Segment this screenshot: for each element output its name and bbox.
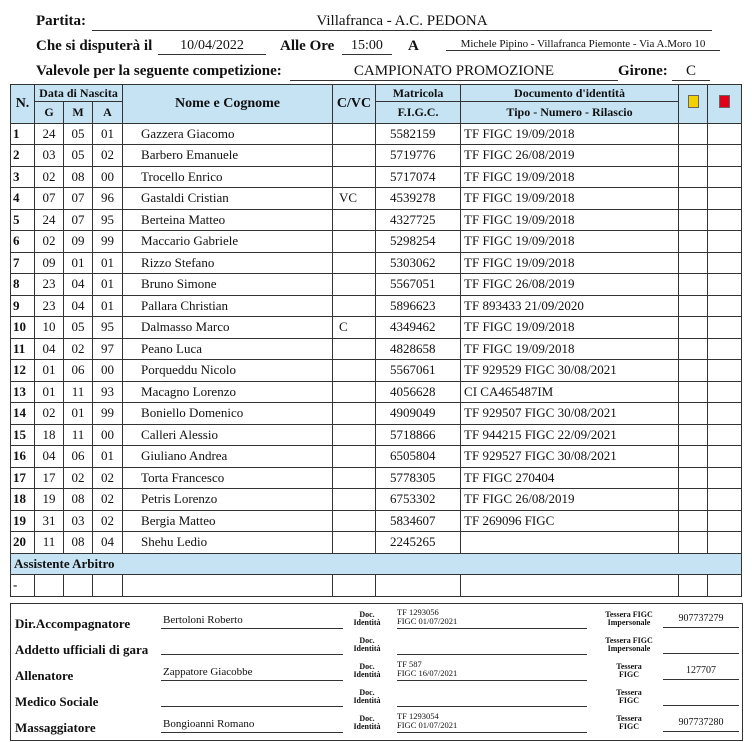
identity-document: TF 929529 FIGC 30/08/2021 <box>461 360 679 382</box>
matricola: 5298254 <box>376 231 461 253</box>
matricola: 5567051 <box>376 274 461 296</box>
birth-day: 04 <box>35 338 64 360</box>
birth-month: 01 <box>64 252 93 274</box>
staff-document <box>397 712 587 733</box>
player-number: 17 <box>11 467 35 489</box>
identity-document: TF FIGC 19/09/2018 <box>461 209 679 231</box>
yellow-card-cell <box>679 489 708 511</box>
birth-day: 10 <box>35 317 64 339</box>
staff-document <box>397 660 587 681</box>
table-row <box>11 209 742 231</box>
yellow-card-cell <box>679 295 708 317</box>
player-name: Macagno Lorenzo <box>123 381 333 403</box>
red-card-cell <box>708 166 742 188</box>
captain-flag <box>333 338 376 360</box>
yellow-card-cell <box>679 209 708 231</box>
matricola: 5717074 <box>376 166 461 188</box>
matricola: 5834607 <box>376 510 461 532</box>
player-name: Petris Lorenzo <box>123 489 333 511</box>
doc-identita-label: Doc. Identità <box>353 610 381 627</box>
yellow-card-cell <box>679 403 708 425</box>
red-card-cell <box>708 295 742 317</box>
captain-flag <box>333 446 376 468</box>
matricola: 6753302 <box>376 489 461 511</box>
red-card-cell <box>708 446 742 468</box>
identity-document: CI CA465487IM <box>461 381 679 403</box>
col-nome: Nome e Cognome <box>123 85 333 124</box>
identity-document: TF 929507 FIGC 30/08/2021 <box>461 403 679 425</box>
player-number: 7 <box>11 252 35 274</box>
red-card-cell <box>708 317 742 339</box>
red-card-cell <box>708 510 742 532</box>
staff-row <box>11 686 742 713</box>
birth-year: 00 <box>93 166 123 188</box>
matricola: 5567061 <box>376 360 461 382</box>
identity-document: TF FIGC 19/09/2018 <box>461 338 679 360</box>
table-subheader-row <box>11 102 742 124</box>
player-number: 5 <box>11 209 35 231</box>
col-g: G <box>35 102 64 124</box>
player-name: Bruno Simone <box>123 274 333 296</box>
matricola: 5778305 <box>376 467 461 489</box>
player-number: 10 <box>11 317 35 339</box>
yellow-card-cell <box>679 338 708 360</box>
competizione-label: Valevole per la seguente competizione: <box>36 63 282 79</box>
matricola: 4349462 <box>376 317 461 339</box>
captain-flag <box>333 274 376 296</box>
table-row <box>11 145 742 167</box>
table-row <box>11 381 742 403</box>
yellow-card-cell <box>679 317 708 339</box>
yellow-card-cell <box>679 145 708 167</box>
table-row <box>11 403 742 425</box>
player-number: 19 <box>11 510 35 532</box>
identity-document: TF 269096 FIGC <box>461 510 679 532</box>
birth-year: 99 <box>93 231 123 253</box>
staff-name: Zappatore Giacobbe <box>161 666 343 681</box>
captain-flag <box>333 252 376 274</box>
birth-year: 02 <box>93 489 123 511</box>
col-red-card <box>708 85 742 124</box>
competizione-value: CAMPIONATO PROMOZIONE <box>290 63 618 81</box>
birth-year: 04 <box>93 532 123 554</box>
player-name: Pallara Christian <box>123 295 333 317</box>
identity-document: TF FIGC 26/08/2019 <box>461 145 679 167</box>
birth-day: 03 <box>35 145 64 167</box>
match-header <box>0 0 752 84</box>
birth-day: 11 <box>35 532 64 554</box>
yellow-card-cell <box>679 252 708 274</box>
birth-month: 11 <box>64 424 93 446</box>
staff-doc-line2: FIGC 01/07/2021 <box>397 616 458 626</box>
staff-section <box>10 603 743 741</box>
captain-flag: C <box>333 317 376 339</box>
birth-month: 07 <box>64 209 93 231</box>
birth-day: 07 <box>35 188 64 210</box>
captain-flag <box>333 510 376 532</box>
birth-year: 00 <box>93 424 123 446</box>
birth-day: 01 <box>35 381 64 403</box>
red-card-cell <box>708 381 742 403</box>
table-row <box>11 295 742 317</box>
col-m: M <box>64 102 93 124</box>
identity-document: TF 929527 FIGC 30/08/2021 <box>461 446 679 468</box>
matricola: 5719776 <box>376 145 461 167</box>
player-number: 16 <box>11 446 35 468</box>
birth-year: 95 <box>93 317 123 339</box>
player-name: Dalmasso Marco <box>123 317 333 339</box>
staff-row <box>11 608 742 635</box>
table-row <box>11 188 742 210</box>
identity-document <box>461 532 679 554</box>
yellow-card-cell <box>679 446 708 468</box>
yellow-card-cell <box>679 467 708 489</box>
assistente-dash: - <box>11 575 35 597</box>
birth-month: 04 <box>64 295 93 317</box>
match-date: 10/04/2022 <box>158 38 266 55</box>
birth-day: 18 <box>35 424 64 446</box>
staff-name: Bertoloni Roberto <box>161 614 343 629</box>
birth-month: 01 <box>64 403 93 425</box>
table-row <box>11 166 742 188</box>
col-matricola: Matricola <box>376 85 461 102</box>
yellow-card-cell <box>679 381 708 403</box>
birth-year: 00 <box>93 360 123 382</box>
player-number: 9 <box>11 295 35 317</box>
birth-day: 23 <box>35 274 64 296</box>
players-table <box>10 84 742 597</box>
yellow-card-cell <box>679 532 708 554</box>
player-number: 2 <box>11 145 35 167</box>
birth-day: 24 <box>35 123 64 145</box>
matricola: 4056628 <box>376 381 461 403</box>
col-documento-sub: Tipo - Numero - Rilascio <box>461 102 679 124</box>
birth-year: 01 <box>93 446 123 468</box>
matricola: 4828658 <box>376 338 461 360</box>
identity-document: TF FIGC 19/09/2018 <box>461 123 679 145</box>
captain-flag: VC <box>333 188 376 210</box>
yellow-card-cell <box>679 188 708 210</box>
red-card-cell <box>708 360 742 382</box>
birth-month: 09 <box>64 231 93 253</box>
birth-month: 05 <box>64 317 93 339</box>
player-name: Shehu Ledio <box>123 532 333 554</box>
birth-month: 08 <box>64 532 93 554</box>
matricola: 5582159 <box>376 123 461 145</box>
doc-identita-label: Doc. Identità <box>353 662 381 679</box>
player-number: 13 <box>11 381 35 403</box>
staff-doc-line2: FIGC 01/07/2021 <box>397 720 458 730</box>
captain-flag <box>333 489 376 511</box>
player-number: 20 <box>11 532 35 554</box>
staff-doc-line1: TF 587 <box>397 659 422 669</box>
yellow-card-cell <box>679 231 708 253</box>
player-name: Boniello Domenico <box>123 403 333 425</box>
red-card-cell <box>708 403 742 425</box>
staff-document <box>397 634 587 655</box>
player-name: Giuliano Andrea <box>123 446 333 468</box>
player-number: 18 <box>11 489 35 511</box>
staff-role-label: Medico Sociale <box>15 694 99 709</box>
birth-year: 01 <box>93 274 123 296</box>
captain-flag <box>333 381 376 403</box>
table-row <box>11 252 742 274</box>
staff-doc-line1: TF 1293056 <box>397 607 439 617</box>
yellow-card-cell <box>679 424 708 446</box>
birth-day: 01 <box>35 360 64 382</box>
a-label: A <box>408 38 419 54</box>
matricola: 5303062 <box>376 252 461 274</box>
captain-flag <box>333 295 376 317</box>
birth-month: 08 <box>64 489 93 511</box>
captain-flag <box>333 231 376 253</box>
yellow-card-cell <box>679 510 708 532</box>
birth-month: 02 <box>64 338 93 360</box>
player-number: 12 <box>11 360 35 382</box>
player-name: Calleri Alessio <box>123 424 333 446</box>
tessera-label: Tessera FIGC <box>616 662 642 679</box>
player-name: Barbero Emanuele <box>123 145 333 167</box>
table-row <box>11 360 742 382</box>
red-card-cell <box>708 467 742 489</box>
tessera-label: Tessera FIGC <box>616 714 642 731</box>
player-number: 6 <box>11 231 35 253</box>
yellow-card-cell <box>679 166 708 188</box>
yellow-card-cell <box>679 360 708 382</box>
red-card-icon <box>719 95 730 108</box>
player-name: Peano Luca <box>123 338 333 360</box>
identity-document: TF FIGC 19/09/2018 <box>461 188 679 210</box>
captain-flag <box>333 467 376 489</box>
assistente-header-row <box>11 553 742 575</box>
red-card-cell <box>708 532 742 554</box>
table-row <box>11 489 742 511</box>
birth-year: 01 <box>93 123 123 145</box>
birth-day: 23 <box>35 295 64 317</box>
doc-identita-label: Doc. Identità <box>353 636 381 653</box>
staff-role-label: Addetto ufficiali di gara <box>15 642 149 657</box>
tessera-label: Tessera FIGC Impersonale <box>605 610 653 627</box>
red-card-cell <box>708 123 742 145</box>
red-card-cell <box>708 209 742 231</box>
captain-flag <box>333 424 376 446</box>
col-a: A <box>93 102 123 124</box>
match-location: Michele Pipino - Villafranca Piemonte - Via A.Moro 10 <box>446 38 720 51</box>
birth-day: 17 <box>35 467 64 489</box>
table-row <box>11 338 742 360</box>
tessera-value: 907737280 <box>663 717 739 732</box>
captain-flag <box>333 145 376 167</box>
tessera-label: Tessera FIGC <box>616 688 642 705</box>
birth-day: 19 <box>35 489 64 511</box>
table-row <box>11 231 742 253</box>
staff-document <box>397 608 587 629</box>
staff-row <box>11 634 742 661</box>
captain-flag <box>333 532 376 554</box>
col-cvc: C/VC <box>333 85 376 124</box>
partita-value: Villafranca - A.C. PEDONA <box>92 13 712 31</box>
birth-day: 31 <box>35 510 64 532</box>
birth-month: 04 <box>64 274 93 296</box>
birth-year: 99 <box>93 403 123 425</box>
matricola: 4327725 <box>376 209 461 231</box>
tessera-value: 127707 <box>663 665 739 680</box>
player-name: Trocello Enrico <box>123 166 333 188</box>
birth-day: 24 <box>35 209 64 231</box>
red-card-cell <box>708 252 742 274</box>
birth-year: 95 <box>93 209 123 231</box>
table-row <box>11 467 742 489</box>
player-number: 8 <box>11 274 35 296</box>
identity-document: TF FIGC 270404 <box>461 467 679 489</box>
player-name: Gazzera Giacomo <box>123 123 333 145</box>
col-documento: Documento d'identità <box>461 85 679 102</box>
birth-year: 02 <box>93 145 123 167</box>
staff-doc-line2: FIGC 16/07/2021 <box>397 668 458 678</box>
player-name: Berteina Matteo <box>123 209 333 231</box>
staff-row <box>11 712 742 739</box>
birth-year: 01 <box>93 252 123 274</box>
doc-identita-label: Doc. Identità <box>353 688 381 705</box>
identity-document: TF FIGC 26/08/2019 <box>461 489 679 511</box>
col-figc: F.I.G.C. <box>376 102 461 124</box>
tessera-label: Tessera FIGC Impersonale <box>605 636 653 653</box>
identity-document: TF 893433 21/09/2020 <box>461 295 679 317</box>
col-data-nascita: Data di Nascita <box>35 85 123 102</box>
birth-month: 07 <box>64 188 93 210</box>
girone-value: C <box>672 63 710 81</box>
matricola: 5718866 <box>376 424 461 446</box>
player-name: Bergia Matteo <box>123 510 333 532</box>
player-name: Gastaldi Cristian <box>123 188 333 210</box>
ore-label: Alle Ore <box>280 38 335 54</box>
identity-document: TF FIGC 19/09/2018 <box>461 252 679 274</box>
birth-day: 09 <box>35 252 64 274</box>
girone-label: Girone: <box>618 63 668 79</box>
player-number: 11 <box>11 338 35 360</box>
player-name: Rizzo Stefano <box>123 252 333 274</box>
identity-document: TF FIGC 26/08/2019 <box>461 274 679 296</box>
table-row <box>11 123 742 145</box>
match-time: 15:00 <box>342 38 392 55</box>
staff-doc-line1: TF 1293054 <box>397 711 439 721</box>
red-card-cell <box>708 489 742 511</box>
captain-flag <box>333 403 376 425</box>
birth-year: 02 <box>93 510 123 532</box>
matricola: 4909049 <box>376 403 461 425</box>
table-row <box>11 424 742 446</box>
table-header-row <box>11 85 742 102</box>
identity-document: TF 944215 FIGC 22/09/2021 <box>461 424 679 446</box>
player-number: 3 <box>11 166 35 188</box>
red-card-cell <box>708 424 742 446</box>
staff-name <box>161 692 343 707</box>
birth-year: 01 <box>93 295 123 317</box>
red-card-cell <box>708 338 742 360</box>
identity-document: TF FIGC 19/09/2018 <box>461 231 679 253</box>
yellow-card-icon <box>688 95 699 108</box>
player-number: 14 <box>11 403 35 425</box>
birth-month: 03 <box>64 510 93 532</box>
staff-role-label: Massaggiatore <box>15 720 96 735</box>
birth-year: 96 <box>93 188 123 210</box>
table-row <box>11 510 742 532</box>
table-row <box>11 274 742 296</box>
captain-flag <box>333 360 376 382</box>
tessera-value: 907737279 <box>663 613 739 628</box>
captain-flag <box>333 166 376 188</box>
player-name: Porqueddu Nicolo <box>123 360 333 382</box>
red-card-cell <box>708 188 742 210</box>
identity-document: TF FIGC 19/09/2018 <box>461 317 679 339</box>
matricola: 5896623 <box>376 295 461 317</box>
assistente-row <box>11 575 742 597</box>
tessera-value <box>663 691 739 706</box>
staff-role-label: Dir.Accompagnatore <box>15 616 131 631</box>
birth-month: 05 <box>64 145 93 167</box>
red-card-cell <box>708 145 742 167</box>
disputa-label: Che si disputerà il <box>36 38 153 54</box>
birth-year: 97 <box>93 338 123 360</box>
matricola: 6505804 <box>376 446 461 468</box>
captain-flag <box>333 123 376 145</box>
assistente-label: Assistente Arbitro <box>11 553 742 575</box>
partita-label: Partita: <box>36 13 86 29</box>
staff-document <box>397 686 587 707</box>
col-n: N. <box>11 85 35 124</box>
captain-flag <box>333 209 376 231</box>
birth-day: 02 <box>35 403 64 425</box>
player-number: 4 <box>11 188 35 210</box>
birth-month: 11 <box>64 381 93 403</box>
yellow-card-cell <box>679 123 708 145</box>
birth-day: 02 <box>35 166 64 188</box>
birth-year: 02 <box>93 467 123 489</box>
identity-document: TF FIGC 19/09/2018 <box>461 166 679 188</box>
red-card-cell <box>708 231 742 253</box>
staff-name: Bongioanni Romano <box>161 718 343 733</box>
player-number: 15 <box>11 424 35 446</box>
col-yellow-card <box>679 85 708 124</box>
birth-year: 93 <box>93 381 123 403</box>
birth-month: 02 <box>64 467 93 489</box>
yellow-card-cell <box>679 274 708 296</box>
matricola: 2245265 <box>376 532 461 554</box>
player-number: 1 <box>11 123 35 145</box>
matricola: 4539278 <box>376 188 461 210</box>
tessera-value <box>663 639 739 654</box>
staff-name <box>161 640 343 655</box>
player-name: Maccario Gabriele <box>123 231 333 253</box>
doc-identita-label: Doc. Identità <box>353 714 381 731</box>
birth-month: 08 <box>64 166 93 188</box>
birth-day: 02 <box>35 231 64 253</box>
birth-month: 06 <box>64 360 93 382</box>
red-card-cell <box>708 274 742 296</box>
birth-month: 06 <box>64 446 93 468</box>
table-row <box>11 532 742 554</box>
birth-month: 05 <box>64 123 93 145</box>
birth-day: 04 <box>35 446 64 468</box>
table-row <box>11 446 742 468</box>
staff-role-label: Allenatore <box>15 668 74 683</box>
staff-row <box>11 660 742 687</box>
table-row <box>11 317 742 339</box>
player-name: Torta Francesco <box>123 467 333 489</box>
